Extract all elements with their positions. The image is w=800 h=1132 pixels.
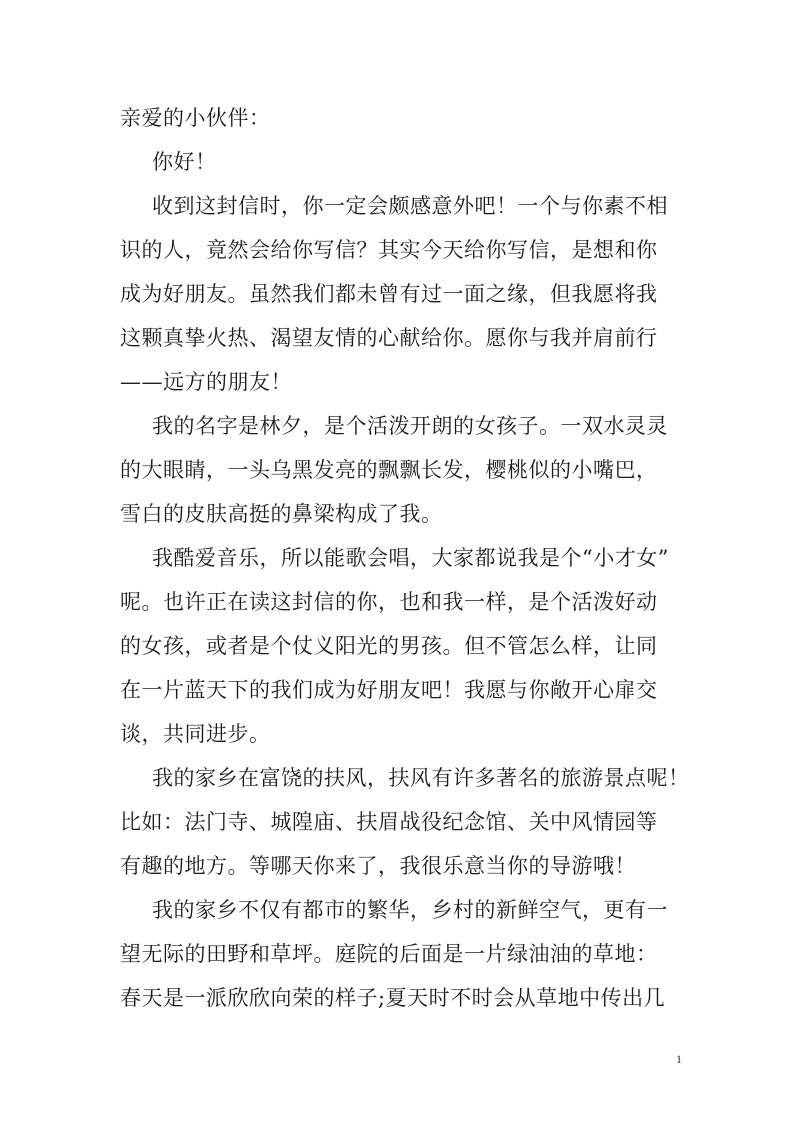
paragraph-line: 谈，共同进步。 xyxy=(120,722,271,746)
paragraph-line: 我的家乡在富饶的扶风，扶风有许多著名的旅游景点呢！ xyxy=(152,766,690,790)
paragraph-line: 在一片蓝天下的我们成为好朋友吧！我愿与你敞开心扉交 xyxy=(120,678,658,702)
paragraph-line: 春天是一派欣欣向荣的样子;夏天时不时会从草地中传出几 xyxy=(120,986,666,1010)
paragraph-line: 望无际的田野和草坪。庭院的后面是一片绿油油的草地： xyxy=(120,942,658,966)
paragraph-line: 呢。也许正在读这封信的你，也和我一样，是个活泼好动 xyxy=(120,590,658,614)
paragraph-line: 成为好朋友。虽然我们都未曾有过一面之缘，但我愿将我 xyxy=(120,282,658,306)
paragraph-line: 比如：法门寺、城隍庙、扶眉战役纪念馆、关中风情园等 xyxy=(120,810,658,834)
paragraph-line: 我酷爱音乐，所以能歌会唱，大家都说我是个“小才女” xyxy=(152,546,669,570)
paragraph-line: 识的人，竟然会给你写信？其实今天给你写信，是想和你 xyxy=(120,238,658,262)
paragraph-line: ——远方的朋友！ xyxy=(120,370,292,394)
paragraph-line: 这颗真挚火热、渴望友情的心献给你。愿你与我并肩前行 xyxy=(120,326,658,350)
greeting: 你好！ xyxy=(152,150,217,174)
paragraph-line: 我的家乡不仅有都市的繁华，乡村的新鲜空气，更有一 xyxy=(152,898,668,922)
paragraph-line: 收到这封信时，你一定会颇感意外吧！一个与你素不相 xyxy=(152,194,668,218)
paragraph-line: 雪白的皮肤高挺的鼻梁构成了我。 xyxy=(120,502,443,526)
salutation: 亲爱的小伙伴： xyxy=(120,106,271,130)
paragraph-line: 有趣的地方。等哪天你来了，我很乐意当你的导游哦！ xyxy=(120,854,636,878)
paragraph-line: 的大眼睛，一头乌黑发亮的飘飘长发，樱桃似的小嘴巴， xyxy=(120,458,658,482)
page-number: 1 xyxy=(676,1052,682,1066)
paragraph-line: 的女孩，或者是个仗义阳光的男孩。但不管怎么样，让同 xyxy=(120,634,658,658)
paragraph-line: 我的名字是林夕，是个活泼开朗的女孩子。一双水灵灵 xyxy=(152,414,668,438)
